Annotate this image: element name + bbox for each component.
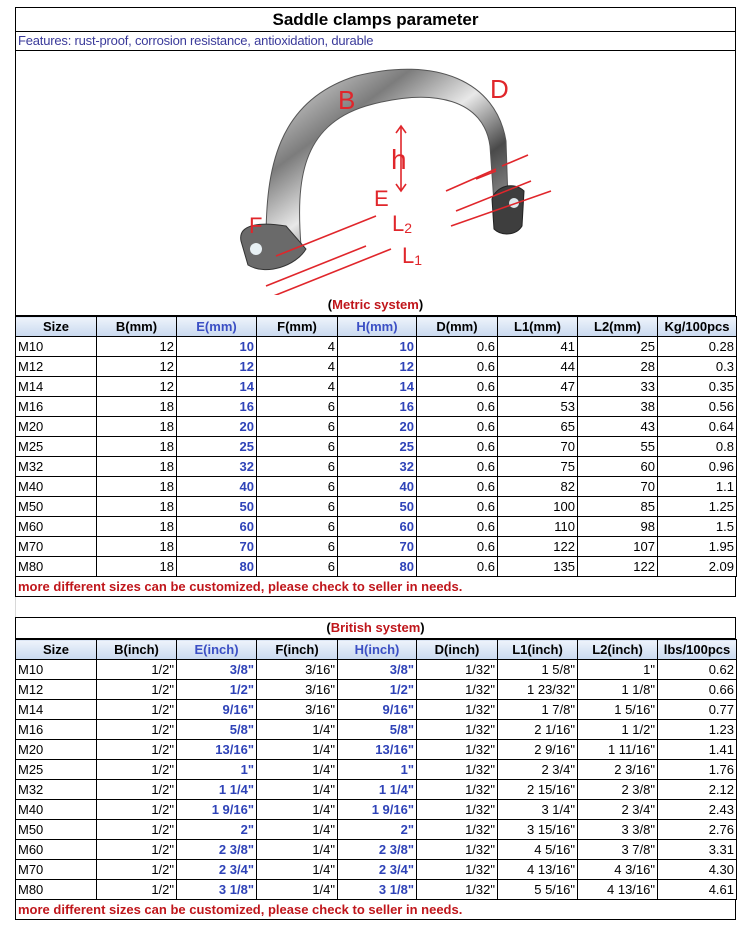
cell-h: 1 9/16" — [338, 800, 417, 820]
cell-weight: 0.56 — [658, 397, 737, 417]
cell-b: 1/2" — [97, 660, 177, 680]
cell-f: 6 — [257, 497, 338, 517]
cell-f: 1/4" — [257, 760, 338, 780]
table-row — [16, 800, 737, 820]
cell-l1: 135 — [498, 557, 578, 577]
cell-h: 80 — [338, 557, 417, 577]
cell-b: 1/2" — [97, 760, 177, 780]
cell-f: 3/16" — [257, 680, 338, 700]
cell-size: M20 — [16, 417, 97, 437]
cell-e: 12 — [177, 357, 257, 377]
section-gap — [15, 597, 736, 617]
cell-h: 13/16" — [338, 740, 417, 760]
cell-d: 1/32" — [417, 880, 498, 900]
cell-size: M70 — [16, 537, 97, 557]
cell-e: 9/16" — [177, 700, 257, 720]
cell-l1: 2 15/16" — [498, 780, 578, 800]
table-row — [16, 820, 737, 840]
cell-b: 1/2" — [97, 700, 177, 720]
cell-d: 1/32" — [417, 680, 498, 700]
cell-size: M40 — [16, 800, 97, 820]
cell-e: 25 — [177, 437, 257, 457]
table-row — [16, 880, 737, 900]
cell-e: 50 — [177, 497, 257, 517]
cell-size: M40 — [16, 477, 97, 497]
cell-b: 18 — [97, 497, 177, 517]
cell-l2: 107 — [578, 537, 658, 557]
cell-size: M32 — [16, 457, 97, 477]
cell-size: M50 — [16, 820, 97, 840]
table-row — [16, 337, 737, 357]
cell-f: 4 — [257, 337, 338, 357]
cell-l1: 2 9/16" — [498, 740, 578, 760]
cell-h: 2" — [338, 820, 417, 840]
cell-b: 1/2" — [97, 680, 177, 700]
table-row — [16, 517, 737, 537]
cell-l1: 4 13/16" — [498, 860, 578, 880]
table-row — [16, 497, 737, 517]
table-row — [16, 860, 737, 880]
cell-b: 18 — [97, 537, 177, 557]
cell-size: M10 — [16, 660, 97, 680]
cell-f: 6 — [257, 417, 338, 437]
col-l2: L2(mm) — [578, 317, 658, 337]
col-e: E(mm) — [177, 317, 257, 337]
col-b: B(inch) — [97, 640, 177, 660]
cell-size: M16 — [16, 397, 97, 417]
cell-l2: 38 — [578, 397, 658, 417]
cell-weight: 1.25 — [658, 497, 737, 517]
col-l1: L1(mm) — [498, 317, 578, 337]
metric-header-row — [16, 317, 737, 337]
cell-f: 4 — [257, 357, 338, 377]
cell-l2: 4 3/16" — [578, 860, 658, 880]
cell-weight: 0.62 — [658, 660, 737, 680]
cell-e: 80 — [177, 557, 257, 577]
table-row — [16, 377, 737, 397]
cell-l2: 1 1/2" — [578, 720, 658, 740]
table-row — [16, 720, 737, 740]
cell-l2: 2 3/16" — [578, 760, 658, 780]
cell-h: 12 — [338, 357, 417, 377]
table-row — [16, 780, 737, 800]
cell-f: 6 — [257, 517, 338, 537]
cell-f: 3/16" — [257, 660, 338, 680]
cell-e: 1 1/4" — [177, 780, 257, 800]
cell-d: 0.6 — [417, 517, 498, 537]
metric-custom-note: more different sizes can be customized, please check to seller in needs. — [15, 577, 736, 597]
cell-l1: 44 — [498, 357, 578, 377]
col-f: F(inch) — [257, 640, 338, 660]
cell-size: M25 — [16, 760, 97, 780]
table-row — [16, 660, 737, 680]
cell-weight: 0.35 — [658, 377, 737, 397]
cell-d: 1/32" — [417, 840, 498, 860]
cell-l1: 3 15/16" — [498, 820, 578, 840]
cell-e: 2 3/4" — [177, 860, 257, 880]
caption-paren-close: ) — [420, 620, 425, 635]
table-row — [16, 557, 737, 577]
cell-l1: 1 23/32" — [498, 680, 578, 700]
cell-weight: 1.5 — [658, 517, 737, 537]
cell-size: M10 — [16, 337, 97, 357]
svg-text:B: B — [338, 85, 356, 115]
cell-d: 1/32" — [417, 860, 498, 880]
cell-l2: 28 — [578, 357, 658, 377]
metric-caption-text: Metric system — [332, 297, 419, 312]
cell-e: 1/2" — [177, 680, 257, 700]
cell-f: 1/4" — [257, 780, 338, 800]
cell-d: 0.6 — [417, 377, 498, 397]
col-d: D(mm) — [417, 317, 498, 337]
cell-l1: 47 — [498, 377, 578, 397]
cell-weight: 0.28 — [658, 337, 737, 357]
cell-d: 1/32" — [417, 820, 498, 840]
cell-d: 0.6 — [417, 457, 498, 477]
cell-d: 0.6 — [417, 437, 498, 457]
british-custom-note: more different sizes can be customized, please check to seller in needs. — [15, 900, 736, 920]
table-row — [16, 760, 737, 780]
cell-b: 1/2" — [97, 740, 177, 760]
cell-l2: 2 3/4" — [578, 800, 658, 820]
cell-l2: 4 13/16" — [578, 880, 658, 900]
cell-weight: 0.3 — [658, 357, 737, 377]
cell-e: 14 — [177, 377, 257, 397]
cell-e: 1" — [177, 760, 257, 780]
svg-text:F: F — [249, 213, 263, 238]
cell-b: 12 — [97, 357, 177, 377]
cell-d: 1/32" — [417, 720, 498, 740]
cell-size: M32 — [16, 780, 97, 800]
cell-f: 6 — [257, 557, 338, 577]
cell-l2: 43 — [578, 417, 658, 437]
cell-d: 1/32" — [417, 700, 498, 720]
cell-d: 0.6 — [417, 497, 498, 517]
cell-weight: 0.96 — [658, 457, 737, 477]
cell-size: M12 — [16, 680, 97, 700]
cell-f: 6 — [257, 457, 338, 477]
cell-l1: 82 — [498, 477, 578, 497]
cell-e: 10 — [177, 337, 257, 357]
col-size: Size — [16, 317, 97, 337]
metric-table-body — [16, 337, 737, 577]
cell-h: 32 — [338, 457, 417, 477]
cell-e: 2" — [177, 820, 257, 840]
table-row — [16, 700, 737, 720]
british-caption — [16, 618, 735, 639]
cell-f: 6 — [257, 397, 338, 417]
svg-text:D: D — [490, 74, 509, 104]
cell-l1: 53 — [498, 397, 578, 417]
table-row — [16, 417, 737, 437]
cell-weight: 0.77 — [658, 700, 737, 720]
british-table-body — [16, 660, 737, 900]
cell-weight: 1.23 — [658, 720, 737, 740]
cell-size: M14 — [16, 377, 97, 397]
cell-h: 1" — [338, 760, 417, 780]
cell-f: 1/4" — [257, 720, 338, 740]
cell-d: 1/32" — [417, 660, 498, 680]
cell-b: 18 — [97, 417, 177, 437]
british-header-row — [16, 640, 737, 660]
cell-l1: 122 — [498, 537, 578, 557]
cell-l1: 65 — [498, 417, 578, 437]
cell-h: 9/16" — [338, 700, 417, 720]
cell-f: 1/4" — [257, 800, 338, 820]
cell-h: 40 — [338, 477, 417, 497]
table-row — [16, 840, 737, 860]
col-h: H(mm) — [338, 317, 417, 337]
cell-f: 3/16" — [257, 700, 338, 720]
table-row — [16, 537, 737, 557]
cell-weight: 2.43 — [658, 800, 737, 820]
cell-e: 2 3/8" — [177, 840, 257, 860]
cell-l2: 3 3/8" — [578, 820, 658, 840]
cell-h: 14 — [338, 377, 417, 397]
metric-table — [15, 316, 737, 577]
clamp-diagram — [16, 51, 735, 295]
cell-e: 32 — [177, 457, 257, 477]
cell-b: 18 — [97, 517, 177, 537]
table-row — [16, 357, 737, 377]
cell-l2: 2 3/8" — [578, 780, 658, 800]
cell-l1: 3 1/4" — [498, 800, 578, 820]
cell-size: M70 — [16, 860, 97, 880]
cell-h: 10 — [338, 337, 417, 357]
caption-paren-open: ( — [326, 620, 331, 635]
cell-f: 6 — [257, 437, 338, 457]
cell-size: M20 — [16, 740, 97, 760]
cell-h: 2 3/8" — [338, 840, 417, 860]
cell-b: 18 — [97, 457, 177, 477]
cell-h: 50 — [338, 497, 417, 517]
header-box — [15, 7, 736, 316]
cell-h: 16 — [338, 397, 417, 417]
cell-h: 20 — [338, 417, 417, 437]
cell-e: 13/16" — [177, 740, 257, 760]
svg-text:E: E — [374, 186, 389, 211]
cell-l2: 25 — [578, 337, 658, 357]
cell-weight: 2.12 — [658, 780, 737, 800]
cell-size: M12 — [16, 357, 97, 377]
cell-e: 1 9/16" — [177, 800, 257, 820]
cell-b: 18 — [97, 437, 177, 457]
col-weight: lbs/100pcs — [658, 640, 737, 660]
table-row — [16, 437, 737, 457]
cell-l2: 98 — [578, 517, 658, 537]
cell-h: 5/8" — [338, 720, 417, 740]
caption-paren-close: ) — [418, 297, 424, 312]
cell-d: 0.6 — [417, 557, 498, 577]
cell-b: 1/2" — [97, 880, 177, 900]
cell-l1: 4 5/16" — [498, 840, 578, 860]
cell-d: 0.6 — [417, 477, 498, 497]
table-row — [16, 740, 737, 760]
col-b: B(mm) — [97, 317, 177, 337]
cell-l1: 5 5/16" — [498, 880, 578, 900]
cell-b: 1/2" — [97, 720, 177, 740]
cell-f: 1/4" — [257, 880, 338, 900]
british-caption-box — [15, 617, 736, 639]
cell-d: 1/32" — [417, 800, 498, 820]
cell-h: 1/2" — [338, 680, 417, 700]
cell-d: 0.6 — [417, 537, 498, 557]
cell-h: 3 1/8" — [338, 880, 417, 900]
cell-h: 3/8" — [338, 660, 417, 680]
cell-l1: 2 3/4" — [498, 760, 578, 780]
cell-l2: 3 7/8" — [578, 840, 658, 860]
cell-d: 1/32" — [417, 780, 498, 800]
cell-l2: 1 1/8" — [578, 680, 658, 700]
cell-h: 1 1/4" — [338, 780, 417, 800]
cell-weight: 1.41 — [658, 740, 737, 760]
saddle-clamp-illustration — [16, 51, 735, 295]
cell-d: 0.6 — [417, 397, 498, 417]
cell-f: 1/4" — [257, 840, 338, 860]
cell-l2: 1 5/16" — [578, 700, 658, 720]
cell-d: 0.6 — [417, 337, 498, 357]
svg-text:L2: L2 — [392, 211, 413, 236]
cell-l2: 1 11/16" — [578, 740, 658, 760]
cell-size: M60 — [16, 517, 97, 537]
cell-l1: 100 — [498, 497, 578, 517]
cell-b: 1/2" — [97, 800, 177, 820]
cell-e: 5/8" — [177, 720, 257, 740]
cell-l1: 1 7/8" — [498, 700, 578, 720]
cell-size: M60 — [16, 840, 97, 860]
cell-d: 1/32" — [417, 740, 498, 760]
cell-l1: 110 — [498, 517, 578, 537]
cell-b: 12 — [97, 337, 177, 357]
cell-e: 70 — [177, 537, 257, 557]
cell-e: 40 — [177, 477, 257, 497]
table-row — [16, 477, 737, 497]
cell-weight: 4.30 — [658, 860, 737, 880]
cell-f: 6 — [257, 477, 338, 497]
cell-weight: 0.66 — [658, 680, 737, 700]
cell-l2: 55 — [578, 437, 658, 457]
cell-h: 25 — [338, 437, 417, 457]
col-f: F(mm) — [257, 317, 338, 337]
cell-b: 1/2" — [97, 820, 177, 840]
cell-weight: 2.76 — [658, 820, 737, 840]
svg-text:h: h — [391, 144, 407, 175]
cell-e: 3 1/8" — [177, 880, 257, 900]
cell-d: 0.6 — [417, 357, 498, 377]
cell-f: 1/4" — [257, 740, 338, 760]
cell-l2: 33 — [578, 377, 658, 397]
cell-l1: 41 — [498, 337, 578, 357]
cell-size: M80 — [16, 557, 97, 577]
cell-l2: 60 — [578, 457, 658, 477]
cell-d: 0.6 — [417, 417, 498, 437]
cell-weight: 1.1 — [658, 477, 737, 497]
page-title: Saddle clamps parameter — [16, 8, 735, 32]
cell-e: 16 — [177, 397, 257, 417]
cell-weight: 1.76 — [658, 760, 737, 780]
col-size: Size — [16, 640, 97, 660]
cell-weight: 4.61 — [658, 880, 737, 900]
cell-size: M80 — [16, 880, 97, 900]
cell-h: 2 3/4" — [338, 860, 417, 880]
cell-b: 1/2" — [97, 860, 177, 880]
cell-l2: 1" — [578, 660, 658, 680]
table-row — [16, 680, 737, 700]
cell-f: 1/4" — [257, 820, 338, 840]
cell-d: 1/32" — [417, 760, 498, 780]
british-caption-text: British system — [330, 620, 421, 635]
metric-caption — [16, 295, 735, 316]
col-l1: L1(inch) — [498, 640, 578, 660]
col-weight: Kg/100pcs — [658, 317, 737, 337]
cell-b: 12 — [97, 377, 177, 397]
cell-b: 18 — [97, 477, 177, 497]
cell-f: 1/4" — [257, 860, 338, 880]
col-e: E(inch) — [177, 640, 257, 660]
cell-weight: 0.8 — [658, 437, 737, 457]
cell-l2: 122 — [578, 557, 658, 577]
cell-weight: 1.95 — [658, 537, 737, 557]
cell-weight: 3.31 — [658, 840, 737, 860]
cell-e: 20 — [177, 417, 257, 437]
cell-size: M25 — [16, 437, 97, 457]
cell-b: 1/2" — [97, 840, 177, 860]
cell-f: 6 — [257, 537, 338, 557]
svg-text:L1: L1 — [402, 243, 423, 268]
british-table — [15, 639, 737, 900]
cell-size: M50 — [16, 497, 97, 517]
cell-b: 18 — [97, 557, 177, 577]
col-l2: L2(inch) — [578, 640, 658, 660]
cell-weight: 2.09 — [658, 557, 737, 577]
cell-h: 70 — [338, 537, 417, 557]
cell-b: 1/2" — [97, 780, 177, 800]
cell-f: 4 — [257, 377, 338, 397]
features-text: Features: rust-proof, corrosion resistance, antioxidation, durable — [16, 32, 735, 51]
cell-weight: 0.64 — [658, 417, 737, 437]
cell-l2: 85 — [578, 497, 658, 517]
spec-sheet — [15, 7, 736, 920]
cell-e: 3/8" — [177, 660, 257, 680]
col-d: D(inch) — [417, 640, 498, 660]
cell-e: 60 — [177, 517, 257, 537]
cell-l1: 70 — [498, 437, 578, 457]
table-row — [16, 457, 737, 477]
cell-l1: 75 — [498, 457, 578, 477]
cell-l1: 1 5/8" — [498, 660, 578, 680]
table-row — [16, 397, 737, 417]
cell-b: 18 — [97, 397, 177, 417]
caption-paren-open: ( — [327, 297, 333, 312]
cell-l2: 70 — [578, 477, 658, 497]
cell-h: 60 — [338, 517, 417, 537]
cell-size: M16 — [16, 720, 97, 740]
cell-l1: 2 1/16" — [498, 720, 578, 740]
cell-size: M14 — [16, 700, 97, 720]
col-h: H(inch) — [338, 640, 417, 660]
